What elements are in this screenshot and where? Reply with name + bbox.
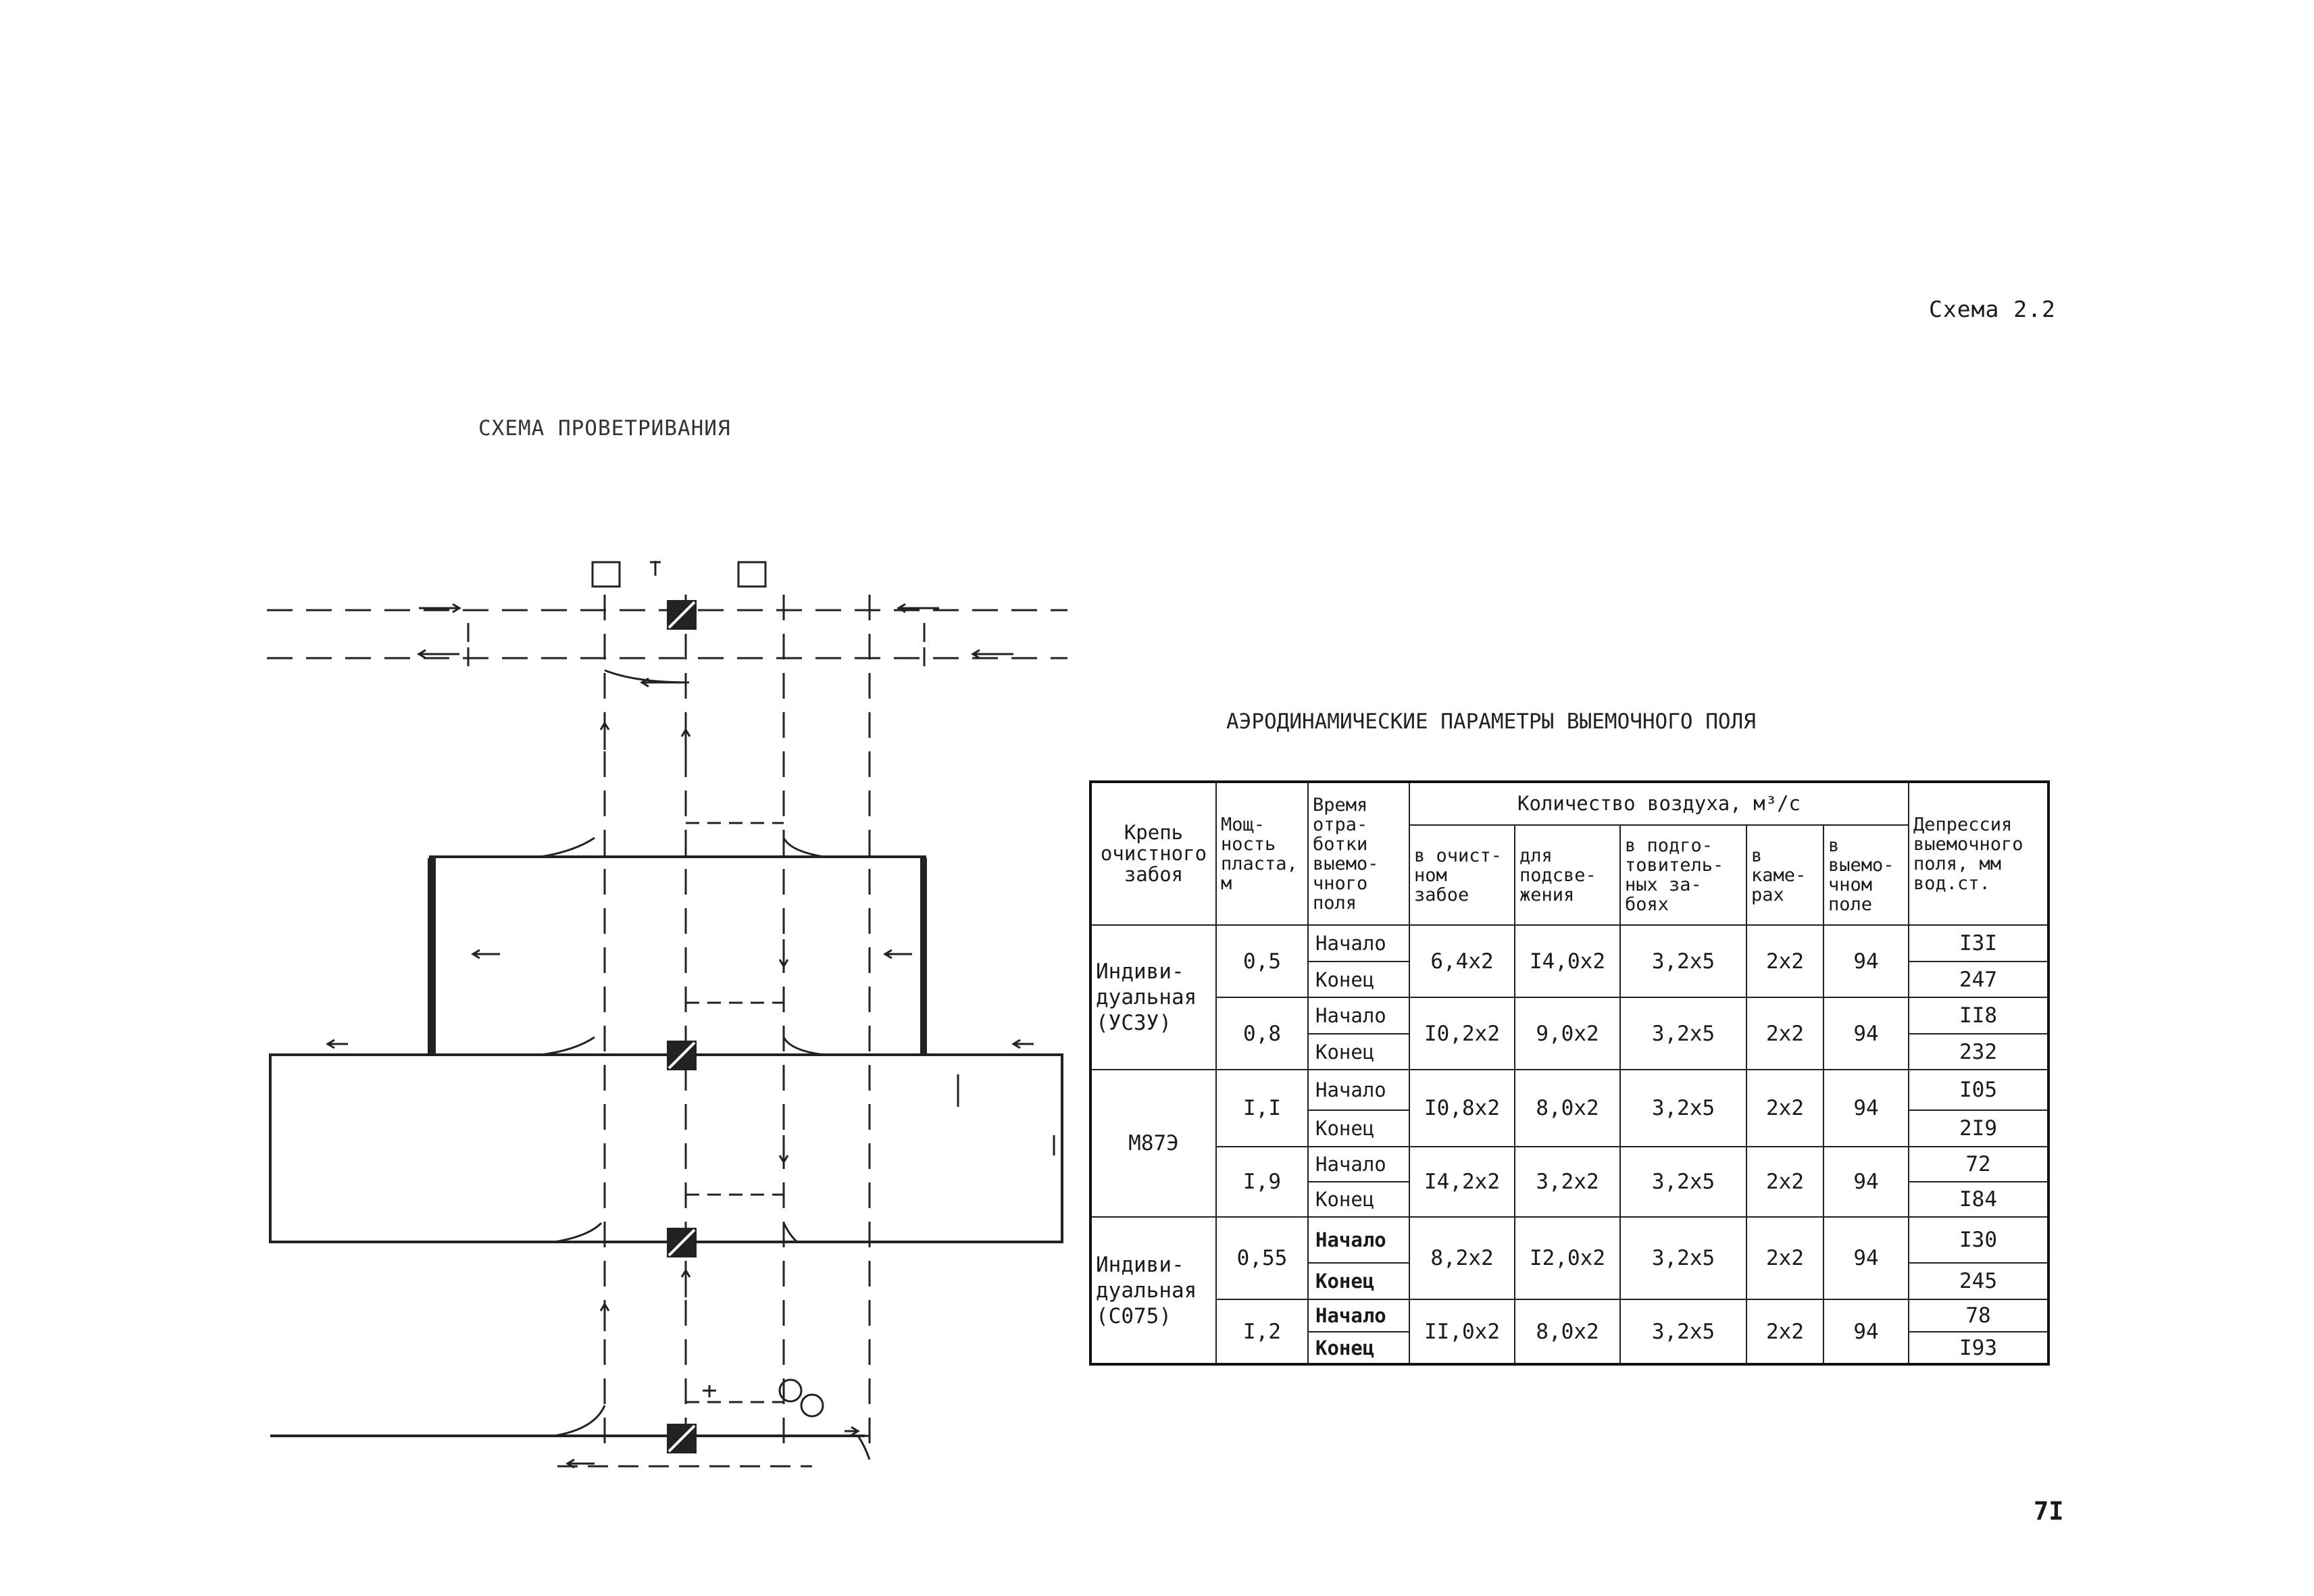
table-cell-dep-end: 232	[1909, 1034, 2048, 1070]
diagram-title: СХЕМА ПРОВЕТРИВАНИЯ	[478, 416, 731, 441]
header-air-face: в очист- ном забое	[1409, 825, 1515, 925]
table-cell-prep: 3,2x5	[1620, 1070, 1746, 1147]
table-cell-end: Конец	[1308, 1263, 1409, 1299]
table-cell-start: Начало	[1308, 1147, 1409, 1182]
table-cell-end: Конец	[1308, 1332, 1409, 1364]
table-cell-face: 6,4x2	[1409, 925, 1515, 997]
lower-panel	[270, 1055, 1062, 1242]
table-cell-field: 94	[1823, 997, 1909, 1070]
table-cell-prep: 3,2x5	[1620, 997, 1746, 1070]
header-air-lift: для подсве- жения	[1515, 825, 1620, 925]
header-depression: Депрессия выемочного поля, мм вод.ст.	[1909, 782, 2048, 925]
table-cell-thickness: 0,8	[1216, 997, 1308, 1070]
table-cell-thickness: 0,5	[1216, 925, 1308, 997]
table-cell-dep-end: 247	[1909, 962, 2048, 997]
table-cell-dep-start: I30	[1909, 1217, 2048, 1263]
fan-icon	[593, 562, 765, 587]
table-cell-dep-start: I05	[1909, 1070, 2048, 1110]
table-cell-end: Конец	[1308, 1110, 1409, 1147]
header-air-prep: в подго- товитель- ных за- боях	[1620, 825, 1746, 925]
table-cell-chambers: 2x2	[1746, 1147, 1823, 1217]
table-cell-thickness: 0,55	[1216, 1217, 1308, 1299]
table-cell-field: 94	[1823, 1217, 1909, 1299]
table-cell-face: I4,2x2	[1409, 1147, 1515, 1217]
ventilation-diagram	[257, 541, 1074, 1500]
table-cell-chambers: 2x2	[1746, 1217, 1823, 1299]
table-cell-field: 94	[1823, 1070, 1909, 1147]
table-cell-thickness: I,I	[1216, 1070, 1308, 1147]
table-cell-dep-end: I84	[1909, 1182, 2048, 1217]
table-cell-support: М87Э	[1090, 1070, 1216, 1217]
table-cell-start: Начало	[1308, 1217, 1409, 1263]
table-cell-field: 94	[1823, 1147, 1909, 1217]
upper-panel	[430, 857, 925, 1055]
table-cell-lift: I2,0x2	[1515, 1217, 1620, 1299]
table-title: АЭРОДИНАМИЧЕСКИЕ ПАРАМЕТРЫ ВЫЕМОЧНОГО ПОЛЯ	[1226, 709, 1756, 734]
table-cell-thickness: I,2	[1216, 1299, 1308, 1364]
header-time: Время отра- ботки выемо- чного поля	[1308, 782, 1409, 925]
table-cell-chambers: 2x2	[1746, 1299, 1823, 1364]
table-cell-chambers: 2x2	[1746, 997, 1823, 1070]
aero-parameters-table	[1089, 780, 2050, 1366]
table-cell-lift: I4,0x2	[1515, 925, 1620, 997]
header-air-quantity: Количество воздуха, м³/с	[1409, 782, 1909, 825]
table-cell-dep-start: 78	[1909, 1299, 2048, 1332]
table-cell-dep-start: II8	[1909, 997, 2048, 1034]
door-icon	[780, 1380, 823, 1416]
table-cell-dep-end: 245	[1909, 1263, 2048, 1299]
table-cell-field: 94	[1823, 1299, 1909, 1364]
table-cell-dep-start: 72	[1909, 1147, 2048, 1182]
table-cell-field: 94	[1823, 925, 1909, 997]
table-cell-end: Конец	[1308, 1182, 1409, 1217]
table-cell-prep: 3,2x5	[1620, 1299, 1746, 1364]
header-air-field: в выемо- чном поле	[1823, 825, 1909, 925]
table-cell-end: Конец	[1308, 962, 1409, 997]
table-cell-chambers: 2x2	[1746, 925, 1823, 997]
table-cell-support: Индиви- дуальная (С075)	[1090, 1217, 1216, 1364]
table-cell-lift: 8,0x2	[1515, 1299, 1620, 1364]
table-cell-thickness: I,9	[1216, 1147, 1308, 1217]
page-number: 7I	[2034, 1497, 2064, 1526]
regulator-icon	[667, 600, 697, 1453]
table-cell-support: Индиви- дуальная (УСЗУ)	[1090, 925, 1216, 1070]
table-cell-dep-start: I3I	[1909, 925, 2048, 962]
table-cell-face: I0,2x2	[1409, 997, 1515, 1070]
table-cell-lift: 3,2x2	[1515, 1147, 1620, 1217]
header-air-chambers: в каме- рах	[1746, 825, 1823, 925]
table-cell-lift: 9,0x2	[1515, 997, 1620, 1070]
vertical-airways	[605, 595, 870, 1449]
header-thickness: Мощ- ность пласта, м	[1216, 782, 1308, 925]
table-cell-start: Начало	[1308, 1070, 1409, 1110]
table-cell-end: Конец	[1308, 1034, 1409, 1070]
table-cell-start: Начало	[1308, 997, 1409, 1034]
table-cell-start: Начало	[1308, 925, 1409, 962]
scheme-label: Схема 2.2	[1929, 296, 2056, 322]
table-cell-prep: 3,2x5	[1620, 925, 1746, 997]
table-cell-prep: 3,2x5	[1620, 1147, 1746, 1217]
table-cell-dep-end: 2I9	[1909, 1110, 2048, 1147]
table-cell-face: II,0x2	[1409, 1299, 1515, 1364]
table-cell-dep-end: I93	[1909, 1332, 2048, 1364]
table-cell-lift: 8,0x2	[1515, 1070, 1620, 1147]
table-cell-face: I0,8x2	[1409, 1070, 1515, 1147]
header-support: Крепь очистного забоя	[1090, 782, 1216, 925]
airflow-arrows	[328, 604, 1054, 1468]
table-cell-chambers: 2x2	[1746, 1070, 1823, 1147]
table-cell-prep: 3,2x5	[1620, 1217, 1746, 1299]
table-cell-face: 8,2x2	[1409, 1217, 1515, 1299]
table-cell-start: Начало	[1308, 1299, 1409, 1332]
